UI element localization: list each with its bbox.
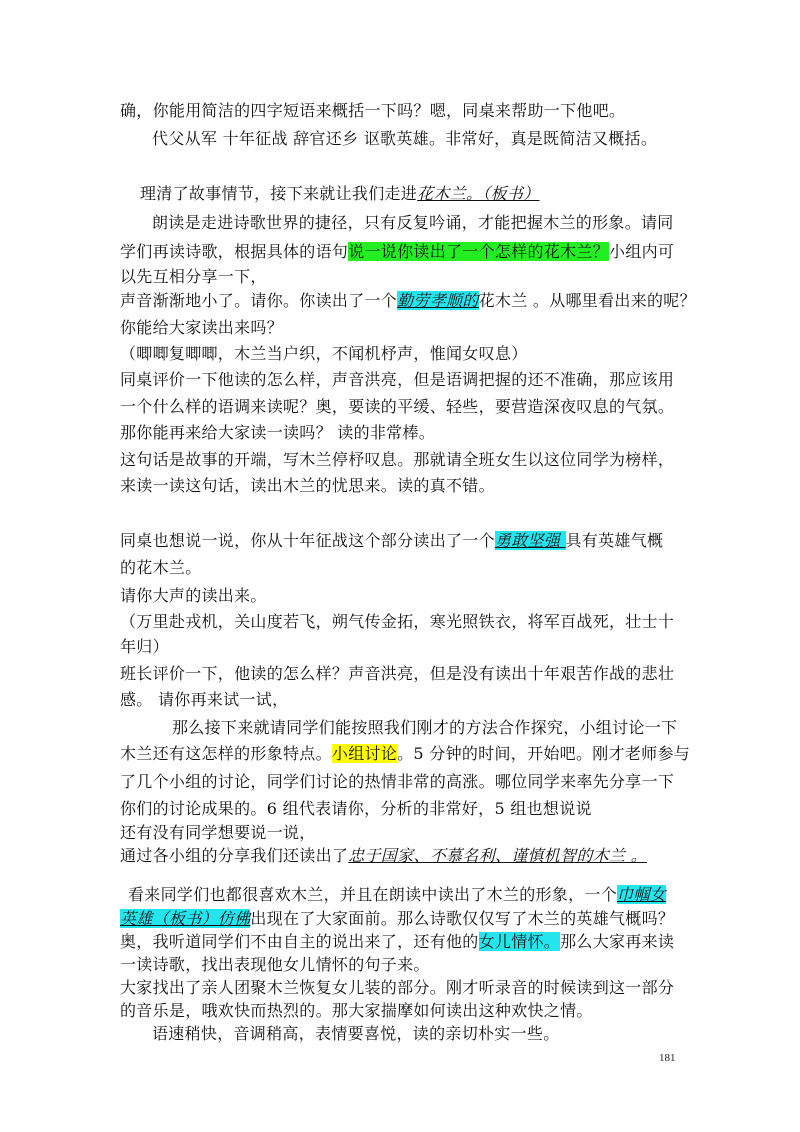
text-line: 确，你能用简洁的四字短语来概括一下吗？嗯，同桌来帮助一下他吧。 [120,101,626,120]
text-line [140,183,540,205]
highlighted-phrase: 英雄（板书）仿佛 [120,909,251,928]
text-line: 请你大声的读出来。 [120,586,267,605]
highlighted-phrase: 巾帼女 [617,885,666,904]
text-line: 的花木兰。 [120,558,202,577]
text-segment: 学们再读诗歌，根据具体的语句 [120,242,349,261]
text-segment: 通过各小组的分享我们还读出了 [120,846,349,865]
text-line: 你能给大家读出来吗？ [120,318,284,337]
text-line: 以先互相分享一下， [120,267,267,286]
text-segment: 具有英雄气概 [565,531,664,550]
text-line: 那么接下来就请同学们能按照我们刚才的方法合作探究，小组讨论一下 [172,718,678,737]
italic-underline-phrase: 忠于国家、不慕名利、谨慎机智的木兰 。 [348,846,647,865]
text-line: 代父从军 十年征战 辞官还乡 讴歌英雄。非常好，真是既简洁又概括。 [152,129,658,148]
text-line [120,931,674,953]
text-segment: 花木兰 。从哪里看出来的呢？ [478,291,696,310]
text-line: 班长评价一下，他读的怎么样？声音洪亮，但是没有读出十年艰苦作战的悲壮 [120,664,675,683]
text-line: 来读一读这句话，读出木兰的忧思来。读的真不错。 [120,476,495,495]
text-segment: 那么大家再来读 [560,932,675,951]
text-line: 这句话是故事的开端，写木兰停杼叹息。那就请全班女生以这位同学为榜样， [120,450,675,469]
text-line [120,845,647,867]
text-line: 的音乐是，哦欢快而热烈的。那大家揣摩如何读出这种欢快之情。 [120,1001,593,1020]
highlighted-phrase: 说一说你读出了一个怎样的花木兰？ [348,242,610,261]
text-line [120,241,674,263]
text-line: 朗读是走进诗歌世界的捷径，只有反复吟诵，才能把握木兰的形象。请同 [152,213,674,232]
text-line: 一个什么样的语调来读呢？奥，要读的平缓、轻些，要营造深夜叹息的气氛。 [120,397,675,416]
text-line [128,884,666,906]
text-line: 那你能再来给大家读一读吗？ 读的非常棒。 [120,423,436,442]
text-line [120,908,674,930]
text-segment: 木兰还有这怎样的形象特点。 [120,744,332,763]
text-line: 一读诗歌，找出表现他女儿情怀的句子来。 [120,955,430,974]
text-line [120,290,696,312]
text-line: （万里赴戎机，关山度若飞，朔气传金拓，寒光照铁衣，将军百战死，壮士十 [120,612,675,631]
text-line: 大家找出了亲人团聚木兰恢复女儿装的部分。刚才听录音的时候读到这一部分 [120,978,675,997]
text-line: 还有没有同学想要说一说， [120,823,316,842]
italic-underline-phrase: 花木兰。（板书） [417,184,540,203]
text-line: 感。 请你再来试一试， [120,690,289,709]
text-segment: 理清了故事情节，接下来就让我们走进 [140,184,418,203]
text-line [120,530,663,552]
text-segment: 声音渐渐地小了。请你。你读出了一个 [120,291,398,310]
text-line [120,743,690,765]
text-segment: 同桌也想说一说，你从十年征战这个部分读出了一个 [120,531,495,550]
text-line: 语速稍快，音调稍高，表情要喜悦，读的亲切朴实一些。 [152,1024,560,1043]
page-number: 181 [659,1052,676,1064]
text-line: 了几个小组的讨论，同学们讨论的热情非常的高涨。哪位同学来率先分享一下 [120,772,675,791]
text-segment: 出现在了大家面前。那么诗歌仅仅写了木兰的英雄气概吗？ [250,909,675,928]
text-segment: 奥，我听道同学们不由自主的说出来了，还有他的 [120,932,479,951]
highlighted-phrase: 小组讨论 [331,744,398,763]
highlighted-phrase: 女儿情怀。 [478,932,561,951]
text-segment: 看来同学们也都很喜欢木兰，并且在朗读中读出了木兰的形象，一个 [128,885,618,904]
text-line: （唧唧复唧唧，木兰当户织，不闻机杼声，惟闻女叹息） [120,344,528,363]
highlighted-phrase: 勤劳孝顺的 [397,291,479,310]
text-segment: 小组内可 [609,242,675,261]
text-line: 年归） [120,637,169,656]
text-segment: 。5 分钟的时间，开始吧。刚才老师参与 [397,744,691,763]
highlighted-phrase: 勇敢坚强 [494,531,566,550]
text-line: 你们的讨论成果的。6 组代表请你，分析的非常好，5 组也想说说 [120,799,592,818]
text-line: 同桌评价一下他读的怎么样，声音洪亮，但是语调把握的还不准确，那应该用 [120,370,675,389]
